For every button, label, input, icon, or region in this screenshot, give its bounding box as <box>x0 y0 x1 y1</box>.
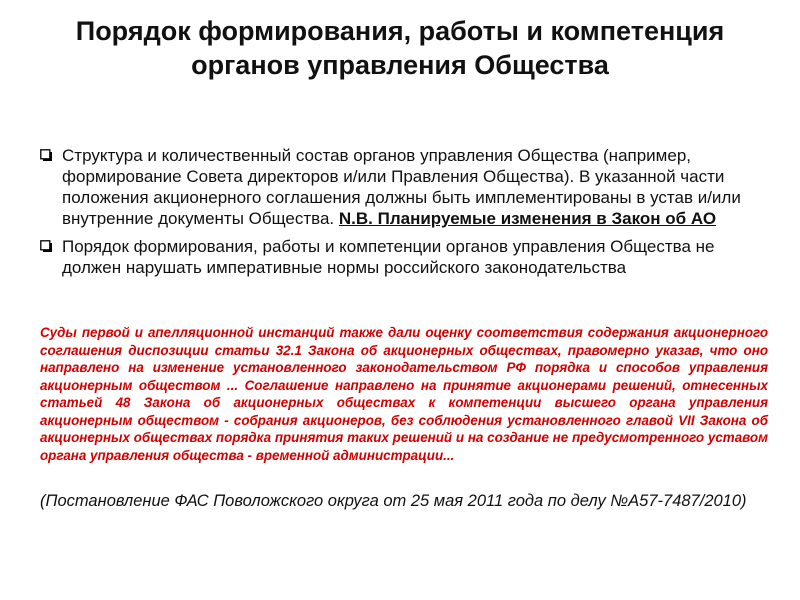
slide-title: Порядок формирования, работы и компетенция органов управления Общества <box>75 16 725 80</box>
bullet-item-structure <box>40 145 760 229</box>
bullet-list <box>40 145 760 285</box>
bullet-text <box>62 145 760 229</box>
law-change-note: N.B. Планируемые изменения в Закон об АО <box>338 209 717 228</box>
checkbox-bullet-icon <box>40 145 54 166</box>
bullet-body: Структура и количественный состав органов управления Общества (например, формирование Совета директоров и/или Правления Общества). В указанной части положения акционерного соглашения должны быть имплементированы в устав и/или внутренние документы Общества. <box>62 146 741 228</box>
checkbox-bullet-icon <box>40 236 54 257</box>
court-decision-quote: Суды первой и апелляционной инстанций также дали оценку соответствия содержания акционерного соглашения диспозиции статьи 32.1 Закона об акционерных обществах, правомерно указав, что оно направлено на изменение установленного законодательством РФ порядка и способов управления акционерным обществом ... Соглашение направлено на принятие акционерами решений, отнесенных статьей 48 Закона об акционерных обществах к компетенции высшего органа управления акционерным обществом - собрания акционеров, без соблюдения установленного главой VII Закона об акционерных обществах порядка принятия таких решений и на создание не предусмотренного уставом органа управления общества - временной администрации... <box>40 325 768 463</box>
bullet-body: Порядок формирования, работы и компетенции органов управления Общества не должен нарушать императивные нормы российского законодательства <box>62 237 715 277</box>
bullet-item-procedure <box>40 236 760 278</box>
court-citation: (Постановление ФАС Поволожского округа от 25 мая 2011 года по делу №А57-7487/2010) <box>40 492 747 510</box>
